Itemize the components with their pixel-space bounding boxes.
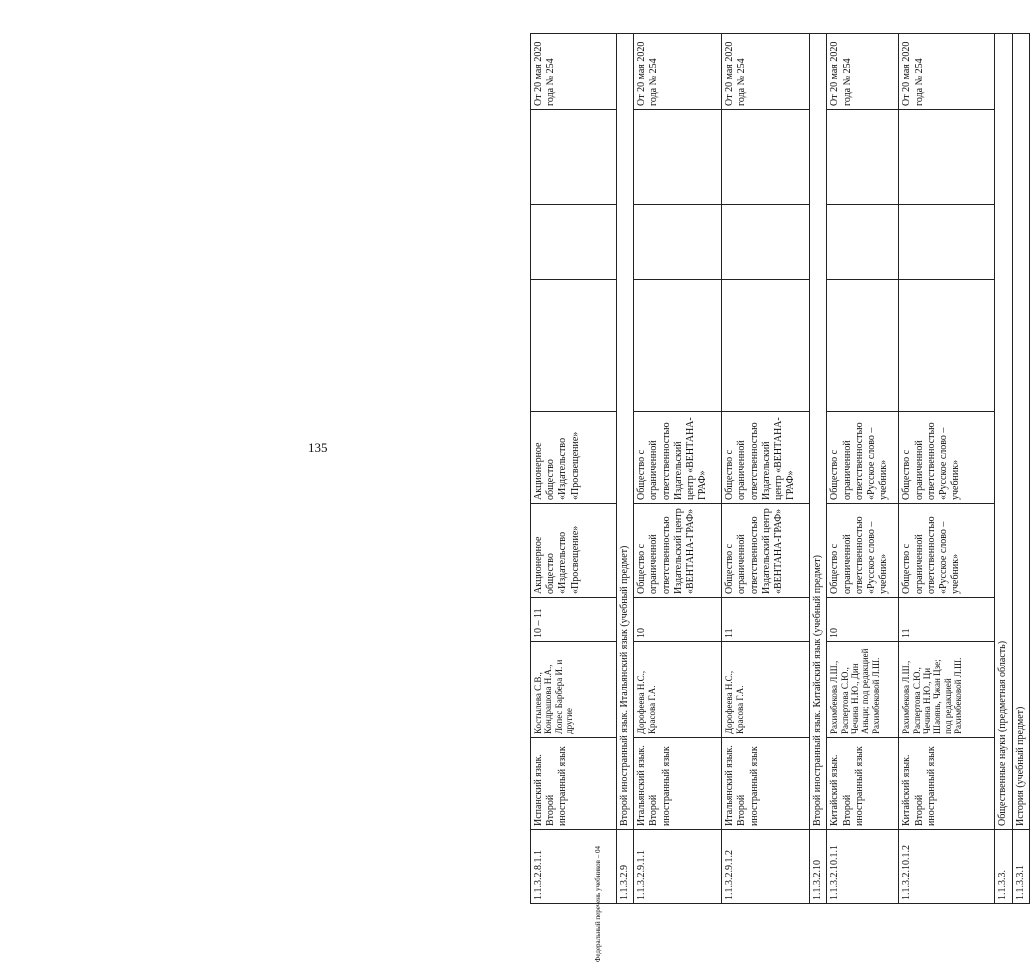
date-cell: От 20 мая 2020 года № 254 bbox=[531, 34, 617, 110]
grade-cell: 11 bbox=[899, 598, 995, 642]
date-cell: От 20 мая 2020 года № 254 bbox=[899, 34, 995, 110]
empty-cell bbox=[634, 205, 722, 280]
publisher-cell-2: Общество с ограниченной ответственностью «Русское слово – учебник» bbox=[899, 412, 995, 504]
table-row bbox=[827, 34, 899, 904]
authors-cell: Рахимбекова Л.Ш., Распертова С.Ю., Чечина Н.Ю., Ци Шаоянь, Чжан Цзе; под редакцией Рахимбековой Л.Ш. bbox=[899, 642, 995, 738]
empty-cell bbox=[531, 280, 617, 412]
table-row bbox=[722, 34, 810, 904]
code-cell: 1.1.3.3.1 bbox=[1012, 830, 1029, 904]
empty-cell bbox=[722, 280, 810, 412]
grade-cell: 10 bbox=[827, 598, 899, 642]
publisher-cell: Общество с ограниченной ответственностью Издательский центр «ВЕНТАНА-ГРАФ» bbox=[722, 504, 810, 598]
empty-cell bbox=[531, 110, 617, 205]
section-title: Общественные науки (предметная область) bbox=[995, 34, 1012, 830]
authors-cell: Костылева С.В., Кондрашова Н.А., Лопес Барбера И. и другие bbox=[531, 642, 617, 738]
date-cell: От 20 мая 2020 года № 254 bbox=[827, 34, 899, 110]
grade-cell: 11 bbox=[722, 598, 810, 642]
code-cell: 1.1.3.2.10.1.1 bbox=[827, 830, 899, 904]
table-row bbox=[810, 34, 827, 904]
table-row bbox=[899, 34, 995, 904]
empty-cell bbox=[531, 205, 617, 280]
table-row bbox=[617, 34, 634, 904]
code-cell: 1.1.3.2.9.1.1 bbox=[634, 830, 722, 904]
empty-cell bbox=[827, 110, 899, 205]
empty-cell bbox=[899, 205, 995, 280]
subject-cell: Китайский язык. Второй иностранный язык bbox=[899, 738, 995, 830]
table-row bbox=[1012, 34, 1029, 904]
section-title: Второй иностранный язык. Китайский язык (учебный предмет) bbox=[810, 34, 827, 830]
publisher-cell: Акционерное общество «Издательство «Просвещение» bbox=[531, 504, 617, 598]
empty-cell bbox=[827, 280, 899, 412]
rotated-table-wrapper bbox=[530, 0, 1026, 900]
code-cell: 1.1.3.2.8.1.1 bbox=[531, 830, 617, 904]
grade-cell: 10 bbox=[634, 598, 722, 642]
publisher-cell-2: Общество с ограниченной ответственностью «Русское слово – учебник» bbox=[827, 412, 899, 504]
publisher-cell: Общество с ограниченной ответственностью «Русское слово – учебник» bbox=[827, 504, 899, 598]
grade-cell: 10 – 11 bbox=[531, 598, 617, 642]
table-row bbox=[995, 34, 1012, 904]
subject-cell: Испанский язык. Второй иностранный язык bbox=[531, 738, 617, 830]
authors-cell: Дорофеева Н.С., Красова Г.А. bbox=[634, 642, 722, 738]
footer-text: Федеральный перечень учебников – 04 bbox=[594, 846, 602, 962]
authors-cell: Рахимбекова Л.Ш., Распертова С.Ю., Чечина Н.Ю., Дин Аньци; под редакцией Рахимбековой Л.Ш. bbox=[827, 642, 899, 738]
subject-cell: Итальянский язык. Второй иностранный язык bbox=[634, 738, 722, 830]
publisher-cell: Общество с ограниченной ответственностью Издательский центр «ВЕНТАНА-ГРАФ» bbox=[634, 504, 722, 598]
publisher-cell-2: Акционерное общество «Издательство «Просвещение» bbox=[531, 412, 617, 504]
publisher-cell-2: Общество с ограниченной ответственностью Издательский центр «ВЕНТАНА-ГРАФ» bbox=[634, 412, 722, 504]
authors-cell: Дорофеева Н.С., Красова Г.А. bbox=[722, 642, 810, 738]
publisher-cell-2: Общество с ограниченной ответственностью Издательский центр «ВЕНТАНА-ГРАФ» bbox=[722, 412, 810, 504]
table-row bbox=[531, 34, 617, 904]
empty-cell bbox=[899, 110, 995, 205]
code-cell: 1.1.3.3. bbox=[995, 830, 1012, 904]
code-cell: 1.1.3.2.9.1.2 bbox=[722, 830, 810, 904]
empty-cell bbox=[722, 205, 810, 280]
date-cell: От 20 мая 2020 года № 254 bbox=[634, 34, 722, 110]
empty-cell bbox=[634, 280, 722, 412]
table-row bbox=[634, 34, 722, 904]
empty-cell bbox=[899, 280, 995, 412]
section-title: Второй иностранный язык. Итальянский язык (учебный предмет) bbox=[617, 34, 634, 830]
code-cell: 1.1.3.2.9 bbox=[617, 830, 634, 904]
code-cell: 1.1.3.2.10.1.2 bbox=[899, 830, 995, 904]
empty-cell bbox=[634, 110, 722, 205]
page-number: 135 bbox=[308, 440, 328, 455]
subject-cell: Китайский язык. Второй иностранный язык bbox=[827, 738, 899, 830]
textbook-table bbox=[530, 33, 1030, 904]
code-cell: 1.1.3.2.10 bbox=[810, 830, 827, 904]
date-cell: От 20 мая 2020 года № 254 bbox=[722, 34, 810, 110]
empty-cell bbox=[722, 110, 810, 205]
publisher-cell: Общество с ограниченной ответственностью «Русское слово – учебник» bbox=[899, 504, 995, 598]
section-title: История (учебный предмет) bbox=[1012, 34, 1029, 830]
subject-cell: Итальянский язык. Второй иностранный язык bbox=[722, 738, 810, 830]
empty-cell bbox=[827, 205, 899, 280]
